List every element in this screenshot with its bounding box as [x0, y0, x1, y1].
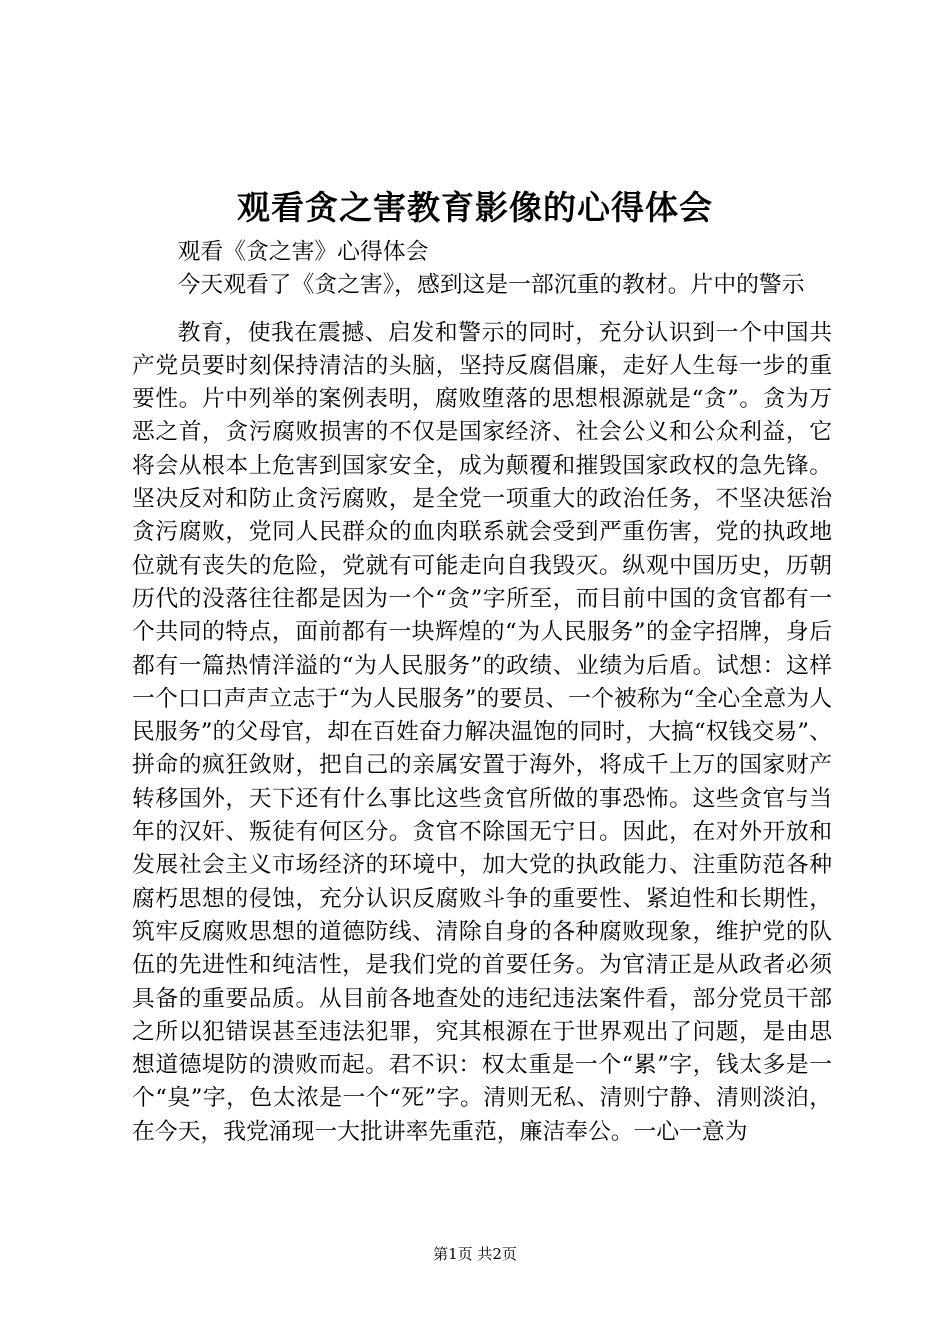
paragraph-intro: 今天观看了《贪之害》，感到这是一部沉重的教材。片中的警示 — [177, 272, 805, 299]
document-title: 观看贪之害教育影像的心得体会 — [237, 188, 713, 227]
subtitle-line: 观看《贪之害》心得体会 — [177, 239, 429, 265]
document-body — [132, 236, 832, 1149]
paragraph-main: 教育，使我在震撼、启发和警示的同时，充分认识到一个中国共产党员要时刻保持清洁的头脑，坚持反腐倡廉，走好人生每一步的重要性。片中列举的案例表明，腐败堕落的思想根源就是“贪”。贪为万恶之首，贪污腐败损害的不仅是国家经济、社会公义和公众利益，它将会从根本上危害到国家安全，成为颠覆和摧毁国家政权的急先锋。坚决反对和防止贪污腐败，是全党一项重大的政治任务，不坚决惩治贪污腐败，党同人民群众的血肉联系就会受到严重伤害，党的执政地位就有丧失的危险，党就有可能走向自我毁灭。纵观中国历史，历朝历代的没落往往都是因为一个“贪”字所至，而目前中国的贪官都有一个共同的特点，面前都有一块辉煌的“为人民服务”的金字招牌，身后都有一篇热情洋溢的“为人民服务”的政绩、业绩为后盾。试想：这样一个口口声声立志于“为人民服务”的要员、一个被称为“全心全意为人民服务”的父母官，却在百姓奋力解决温饱的同时，大搞“权钱交易”、拼命的疯狂敛财，把自己的亲属安置于海外，将成千上万的国家财产转移国外，天下还有什么事比这些贪官所做的事恐怖。这些贪官与当年的汉奸、叛徒有何区分。贪官不除国无宁日。因此，在对外开放和发展社会主义市场经济的环境中，加大党的执政能力、注重防范各种腐朽思想的侵蚀，充分认识反腐败斗争的重要性、紧迫性和长期性，筑牢反腐败思想的道德防线、清除自身的各种腐败现象，维护党的队伍的先进性和纯洁性，是我们党的首要任务。为官清正是从政者必须具备的重要品质。从目前各地查处的违纪违法案件看，部分党员干部之所以犯错误甚至违法犯罪，究其根源在于世界观出了问题，是由思想道德堤防的溃败而起。君不识：权太重是一个“累”字，钱太多是一个“臭”字，色太浓是一个“死”字。清则无私、清则宁静、清则淡泊，在今天，我党涌现一大批讲率先重范，廉洁奉公。一心一意为 — [132, 319, 832, 1145]
page-footer: 第1页 共2页 — [433, 1245, 517, 1263]
